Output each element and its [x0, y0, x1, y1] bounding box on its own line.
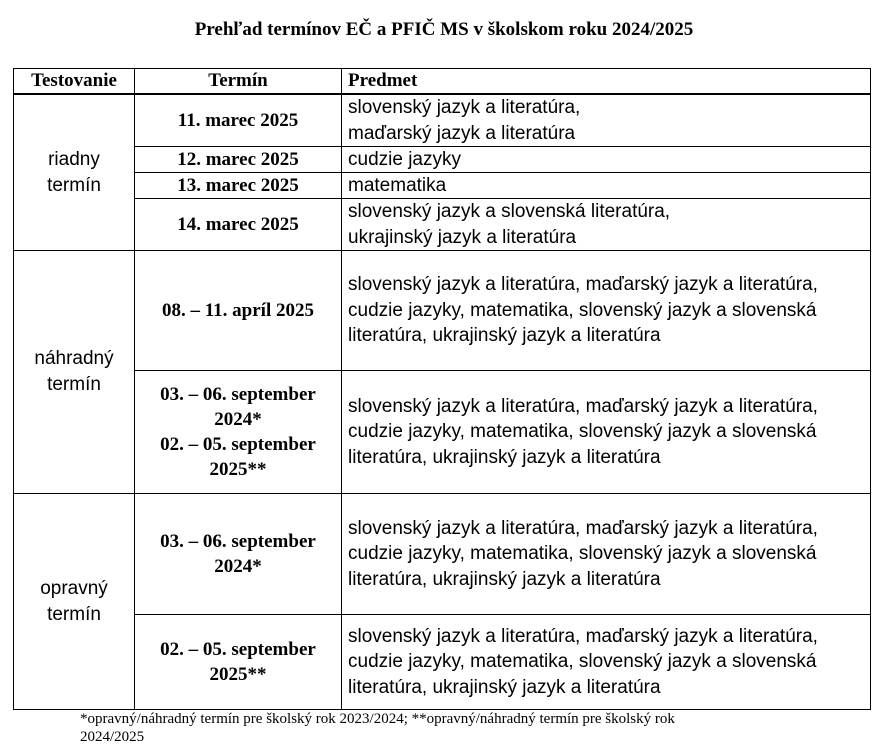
- testovanie-riadny: [14, 95, 134, 250]
- header-testovanie: Testovanie: [31, 70, 117, 91]
- predmet-cell: [342, 199, 870, 250]
- termin-cell: [135, 173, 341, 198]
- predmet-cell: [342, 615, 870, 709]
- termin-cell: [135, 251, 341, 370]
- footnote-line: 2024/2025: [80, 729, 145, 745]
- predmet-cell: [342, 173, 870, 198]
- predmet-line: cudzie jazyky, matematika, slovenský jazyk a slovenská: [348, 651, 817, 673]
- termin-line: 2024*: [214, 556, 262, 577]
- predmet-line: maďarský jazyk a literatúra: [348, 122, 576, 144]
- termin-line: 12. marec 2025: [177, 149, 299, 170]
- testovanie-label-line: opravný: [40, 577, 108, 599]
- termin-cell: [135, 615, 341, 709]
- termin-line: 2024*: [214, 409, 262, 430]
- testovanie-label-line: termín: [47, 374, 101, 395]
- predmet-line: literatúra, ukrajinský jazyk a literatúra: [348, 446, 661, 468]
- termin-line: 03. – 06. september: [160, 531, 316, 552]
- predmet-line: literatúra, ukrajinský jazyk a literatúra: [348, 568, 661, 590]
- testovanie-label-line: termín: [47, 174, 101, 196]
- testovanie-opravny: [14, 494, 134, 709]
- termin-cell: [135, 95, 341, 146]
- predmet-cell: [342, 494, 870, 614]
- testovanie-label-line: termín: [47, 603, 101, 625]
- predmet-line: cudzie jazyky, matematika, slovenský jazyk a slovenská: [348, 543, 817, 565]
- termin-line: 14. marec 2025: [177, 214, 299, 235]
- predmet-line: slovenský jazyk a slovenská literatúra,: [348, 201, 671, 222]
- termin-line: 02. – 05. september: [160, 639, 316, 660]
- predmet-line: cudzie jazyky, matematika, slovenský jazyk a slovenská: [348, 299, 817, 321]
- testovanie-label-line: náhradný: [34, 348, 114, 369]
- termin-line: 02. – 05. september: [160, 434, 316, 455]
- termin-cell: [135, 371, 341, 493]
- predmet-line: slovenský jazyk a literatúra, maďarský jazyk a literatúra,: [348, 625, 818, 647]
- page-title: Prehľad termínov EČ a PFIČ MS v školskom roku 2024/2025: [194, 19, 694, 40]
- termin-line: 08. – 11. apríl 2025: [161, 300, 314, 321]
- predmet-cell: [342, 147, 870, 172]
- termin-cell: [135, 147, 341, 172]
- schedule-table: [13, 68, 871, 710]
- predmet-line: literatúra, ukrajinský jazyk a literatúra: [348, 325, 661, 347]
- termin-line: 03. – 06. september: [160, 384, 316, 405]
- header-predmet: Predmet: [348, 70, 418, 91]
- predmet-line: literatúra, ukrajinský jazyk a literatúra: [348, 676, 661, 698]
- termin-cell: [135, 494, 341, 614]
- predmet-cell: [342, 95, 870, 146]
- predmet-line: slovenský jazyk a literatúra, maďarský jazyk a literatúra,: [348, 395, 818, 417]
- testovanie-label-line: riadny: [48, 148, 100, 170]
- predmet-line: slovenský jazyk a literatúra, maďarský jazyk a literatúra,: [348, 274, 818, 296]
- testovanie-nahradny: [14, 251, 134, 493]
- predmet-line: cudzie jazyky: [348, 148, 461, 170]
- predmet-line: slovenský jazyk a literatúra, maďarský jazyk a literatúra,: [348, 517, 818, 539]
- footnote-line: *opravný/náhradný termín pre školský rok 2023/2024; **opravný/náhradný termín pre školský rok: [80, 711, 675, 727]
- predmet-line: matematika: [348, 174, 447, 196]
- footnote: [80, 710, 840, 746]
- predmet-line: slovenský jazyk a literatúra,: [348, 97, 581, 118]
- predmet-line: ukrajinský jazyk a literatúra: [348, 226, 577, 248]
- predmet-cell: [342, 371, 870, 493]
- termin-line: 11. marec 2025: [177, 110, 299, 131]
- predmet-cell: [342, 251, 870, 370]
- header-termin: Termín: [208, 70, 268, 91]
- predmet-line: cudzie jazyky, matematika, slovenský jazyk a slovenská: [348, 421, 817, 443]
- termin-cell: [135, 199, 341, 250]
- termin-line: 2025**: [209, 664, 267, 685]
- termin-line: 2025**: [209, 459, 267, 480]
- termin-line: 13. marec 2025: [177, 175, 299, 196]
